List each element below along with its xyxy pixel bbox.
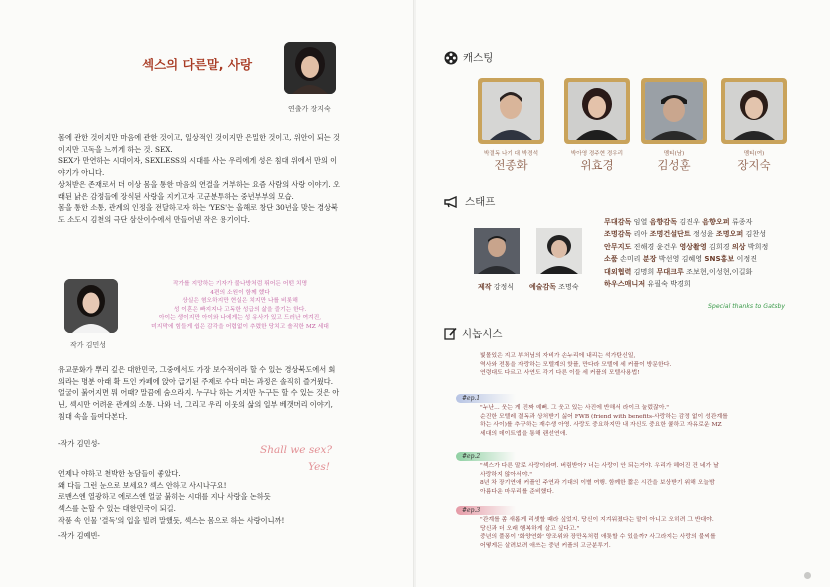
- art-director-role: 예술감독: [529, 283, 557, 291]
- producer-name: 강정식: [493, 283, 515, 291]
- intro-paragraph: 몸을 통한 소통, 관계의 인정을 전달하고자 하는 'YES'는 올해로 창단 30년을 맞는 경상북도 소도시 김천의 극단 삼산이수에서 만들어낸 작은 용기이다.: [58, 203, 338, 224]
- synopsis-line: 역사와 전통을 자랑하는 모텔계의 핫플, 만다라 모텔에 세 커플이 방문한다.: [480, 361, 672, 368]
- cast-role: 박아영 경주현 경우리: [570, 151, 624, 157]
- episode-label: #ep.1: [456, 394, 516, 403]
- page-dot-decoration: [804, 572, 811, 579]
- intro-paragraph: 상처받은 존재로서 더 이상 몸을 통한 마음의 연결을 거부하는 요즘 사람의 사랑 이야기. 오래된 낡은 감정들에 장식된 사랑을 지키고자 고군분투하는 중년부부의 모습.: [58, 179, 340, 201]
- right-page: [416, 0, 830, 587]
- episode-label: #ep.3: [456, 506, 516, 515]
- cast-name: 김성훈: [657, 158, 691, 172]
- staff-line: [604, 228, 804, 240]
- quote-line: 4편의 소원이 함께 했다: [210, 289, 270, 296]
- art-director-credit: [529, 281, 579, 293]
- director-photo: [284, 42, 336, 94]
- cast-photo-frame: [721, 78, 787, 144]
- synopsis-line: 빛몰있은 지고 부처님의 자비가 손누리에 내리는 석가탄신일,: [480, 353, 636, 359]
- staff-role: 조명건설단트: [649, 229, 691, 239]
- film-reel-icon: [444, 51, 458, 65]
- cast-role: 멤티(여): [743, 151, 765, 157]
- essay-line: 작품 속 인물 '결독'의 입을 빌려 말했듯, 섹스는 몸으로 하는 사랑이니까!: [58, 515, 285, 525]
- episode-line: 8년 차 장기연애 커플인 주연과 기대의 이별 여행. 함께한 짧은 시간을 보상받기 위해 오늘밤: [480, 480, 715, 487]
- intro-paragraph: SEX가 만연하는 시대이자, SEXLESS의 시대를 사는 우리에게 성은 침대 위에서 만의 이야기가 아니다.: [58, 156, 338, 178]
- page-title: 섹스의 다른말, 사랑: [142, 57, 253, 72]
- staff-role: 조명오퍼: [715, 229, 744, 239]
- episode-line: "섹스가 다른 말로 사랑이라며. 버림받아? 너는 사랑이 안 되는거야. 우리가 헤어진 건 네가 날: [480, 463, 719, 469]
- episode-line: 하는 사이)를 추구하는 재수생 아영. 사랑도 중요하지만 내 자신도 중요한 쿨하고 자유로운 MZ: [480, 422, 722, 429]
- script-line-1: Shall we sex?: [260, 444, 332, 456]
- cast-card: [641, 78, 712, 173]
- staff-role: 분장: [642, 254, 657, 264]
- staff-line: [604, 241, 804, 253]
- writer2-essay: [58, 468, 348, 527]
- casting-heading-label: 캐스팅: [463, 52, 494, 64]
- episode-line: 아름다운 마무리를 준비했다.: [480, 489, 554, 496]
- staff-role: 대외협력: [604, 266, 632, 276]
- staff-role: 소품: [604, 254, 618, 264]
- episode-1-text: [480, 404, 810, 439]
- episode-line: 사랑하지 않아서야.": [480, 471, 532, 478]
- staff-role: SNS홍보: [704, 254, 735, 264]
- essay-line: 왜 다들 그런 눈으로 보세요? 섹스 안하고 사시나구요!: [58, 480, 227, 490]
- essay-line: 언제나 야하고 천박한 농담들이 좋았다.: [58, 469, 181, 478]
- cast-role: 멤티(남): [663, 151, 685, 157]
- director-caption: 연출가 장지숙: [288, 105, 331, 113]
- cast-photo: [645, 82, 703, 140]
- staff-name: 류종자: [729, 217, 753, 226]
- episode-3-tag: [456, 506, 516, 515]
- staff-name: 김명희: [631, 266, 657, 276]
- cast-name: 전종화: [494, 158, 528, 172]
- episode-line: "누난... 웃는 게 진짜 예뻐. 그 웃고 있는 사진에 반해서 라이크 눌렀잖아.": [480, 405, 670, 411]
- staff-role: 영상촬영: [679, 241, 707, 251]
- quote-line: 성 이혼은 빠지지나 고독한 성급의 삶을 즐기는 한다.: [173, 306, 307, 313]
- staff-name: 조보현,이성현,이길화: [683, 266, 753, 276]
- episode-line: 어떻게든 살려보려 애쓰는 중년 커플의 고군분투기.: [480, 543, 611, 550]
- synopsis-heading-label: 시놉시스: [462, 328, 503, 340]
- art-director-photo: [536, 228, 582, 274]
- staff-name: 리아: [631, 229, 650, 239]
- writer2-signature: -작가 김예빈-: [58, 531, 100, 540]
- staff-line: [604, 266, 804, 278]
- megaphone-icon: [444, 196, 460, 208]
- staff-heading: [444, 194, 495, 209]
- synopsis-intro: [480, 352, 800, 378]
- special-thanks: Special thanks to Gatsby: [708, 303, 786, 310]
- staff-name: 정성윤: [690, 229, 716, 239]
- cast-photo: [568, 82, 626, 140]
- episode-line: 세대의 데이트앱을 통해 랜선연애.: [480, 431, 568, 438]
- intro-text: [58, 132, 340, 226]
- writer-photo: [64, 279, 118, 333]
- staff-role: 무대감독: [604, 217, 632, 226]
- writer-signature: -작가 김민성-: [58, 439, 100, 448]
- cast-card: [564, 78, 635, 173]
- staff-role: 안무지도: [604, 241, 632, 251]
- quote-line: 미지막에 힘들게 쉽은 감각을 어렵없이 추렸한 당치고 솔직한 MZ 세대: [151, 323, 329, 330]
- staff-name: 임열: [631, 217, 650, 226]
- synopsis-heading: [444, 326, 503, 341]
- staff-line: [604, 216, 804, 228]
- cast-card: [478, 78, 549, 173]
- episode-3-text: [480, 516, 810, 551]
- essay-line: 로맨스엔 열광하고 에로스엔 얼굴 붉히는 시대를 지나 사랑을 논하듯: [58, 492, 271, 502]
- staff-name: 손미리: [617, 254, 643, 264]
- cast-name: 장지숙: [737, 158, 771, 172]
- episode-2-tag: [456, 452, 516, 461]
- producer-credit: [478, 281, 514, 293]
- staff-name: 김희경: [706, 241, 732, 251]
- writer-caption: 작가 김민성: [70, 341, 107, 349]
- staff-name: 박선영 김혜영: [656, 254, 705, 264]
- staff-heading-label: 스태프: [465, 196, 496, 208]
- producer-role: 제작: [478, 283, 492, 291]
- episode-2-text: [480, 462, 810, 497]
- cast-photo-frame: [478, 78, 544, 144]
- intro-paragraph: 몸에 관한 것이지만 마음에 관한 것이고, 일상적인 것이지만 은밀한 것이고, 위안이 되는 것이지만 고독을 느끼게 하는 것. SEX.: [58, 133, 340, 154]
- staff-role: 조명감독: [604, 229, 632, 239]
- cast-card: [721, 78, 792, 173]
- writer-essay: 유교문화가 뿌리 깊은 대한민국, 그중에서도 가장 보수적이라 할 수 있는 경상북도에서 회의라는 명분 아래 확 트인 카페에 앉아 급기된 주제로 수다 떠는 과정은 솔직히 즐거웠다. 얼굴이 붉어지면 뭐 어때? 말끔에 숨으라지. 누구나 하는 거지만 누구든 할 수 있는 것은 아닌, 섹시만 어려운 관계의 소통. 나와 너, 그리고 우리 이웃의 삶의 일부 베갯머리 이야기, 침대 속을 들여다본다.: [58, 365, 340, 421]
- staff-name: 진해경 윤건우: [631, 241, 680, 251]
- episode-line: "관계를 좀 새롭게 리셋할 때라 싶었지. 당신이 지겨워졌다는 말이 아니고 오히려 그 반대야.: [480, 517, 714, 523]
- staff-role: 하우스매니저: [604, 279, 646, 289]
- episode-1-tag: [456, 394, 516, 403]
- producer-photo: [474, 228, 520, 274]
- cast-photo-frame: [564, 78, 630, 144]
- art-director-name: 조명숙: [558, 283, 579, 291]
- pull-quote: [140, 280, 340, 332]
- cast-name: 위효경: [580, 158, 614, 172]
- pencil-note-icon: [444, 327, 457, 340]
- cast-photo: [482, 82, 540, 140]
- staff-role: 의상: [731, 241, 746, 251]
- staff-role: 음향오퍼: [702, 217, 730, 226]
- staff-role: 무대크루: [656, 266, 684, 276]
- staff-line: [604, 278, 804, 290]
- script-line-2: Yes!: [308, 461, 330, 473]
- left-page: [0, 0, 414, 587]
- episode-label: #ep.2: [456, 452, 516, 461]
- staff-list: [604, 216, 804, 290]
- staff-name: 김찬성: [743, 229, 767, 239]
- cast-photo-frame: [641, 78, 707, 144]
- episode-line: 중년의 풀퐁이 '화양연화' 양조위와 장만옥처럼 애틋할 수 있을까? 사그라지는 사랑의 불씨를: [480, 534, 716, 541]
- staff-role: 음향감독: [649, 217, 678, 226]
- quote-line: 아이는 생이지만 아이와 나에게는 성 유사가 있고 드러난 여겨진,: [158, 315, 322, 322]
- episode-line: 순진한 모텔레 결독과 상처받기 싫어 FWB (friend with benefits-사랑하는 감정 없이 성관계를: [480, 413, 728, 420]
- essay-line: 섹스를 논할 수 있는 대한민국이 되길.: [58, 504, 176, 514]
- cast-role: 박결독 나기 대 박경석: [484, 151, 538, 157]
- staff-line: [604, 253, 804, 265]
- quote-line: 상실은 혐오하지만 현실은 치지만 나를 비롯해: [182, 298, 298, 305]
- staff-name: 유필숙 박경희: [645, 279, 691, 289]
- casting-heading: [444, 50, 493, 65]
- staff-name: 김진우: [677, 217, 703, 226]
- synopsis-line: 연령대도 다르고 사연도 각기 다른 이들 세 커플의 모텔사용법!: [480, 370, 640, 377]
- staff-name: 박희정: [745, 241, 769, 251]
- episode-line: 당신과 더 오래 행복하게 살고 싶다고.": [480, 525, 580, 532]
- cast-photo: [725, 82, 783, 140]
- quote-line: 작가를 지망하는 기자가 불나방처럼 뛰어든 어떤 치명: [172, 281, 308, 287]
- staff-name: 이정진: [734, 254, 758, 264]
